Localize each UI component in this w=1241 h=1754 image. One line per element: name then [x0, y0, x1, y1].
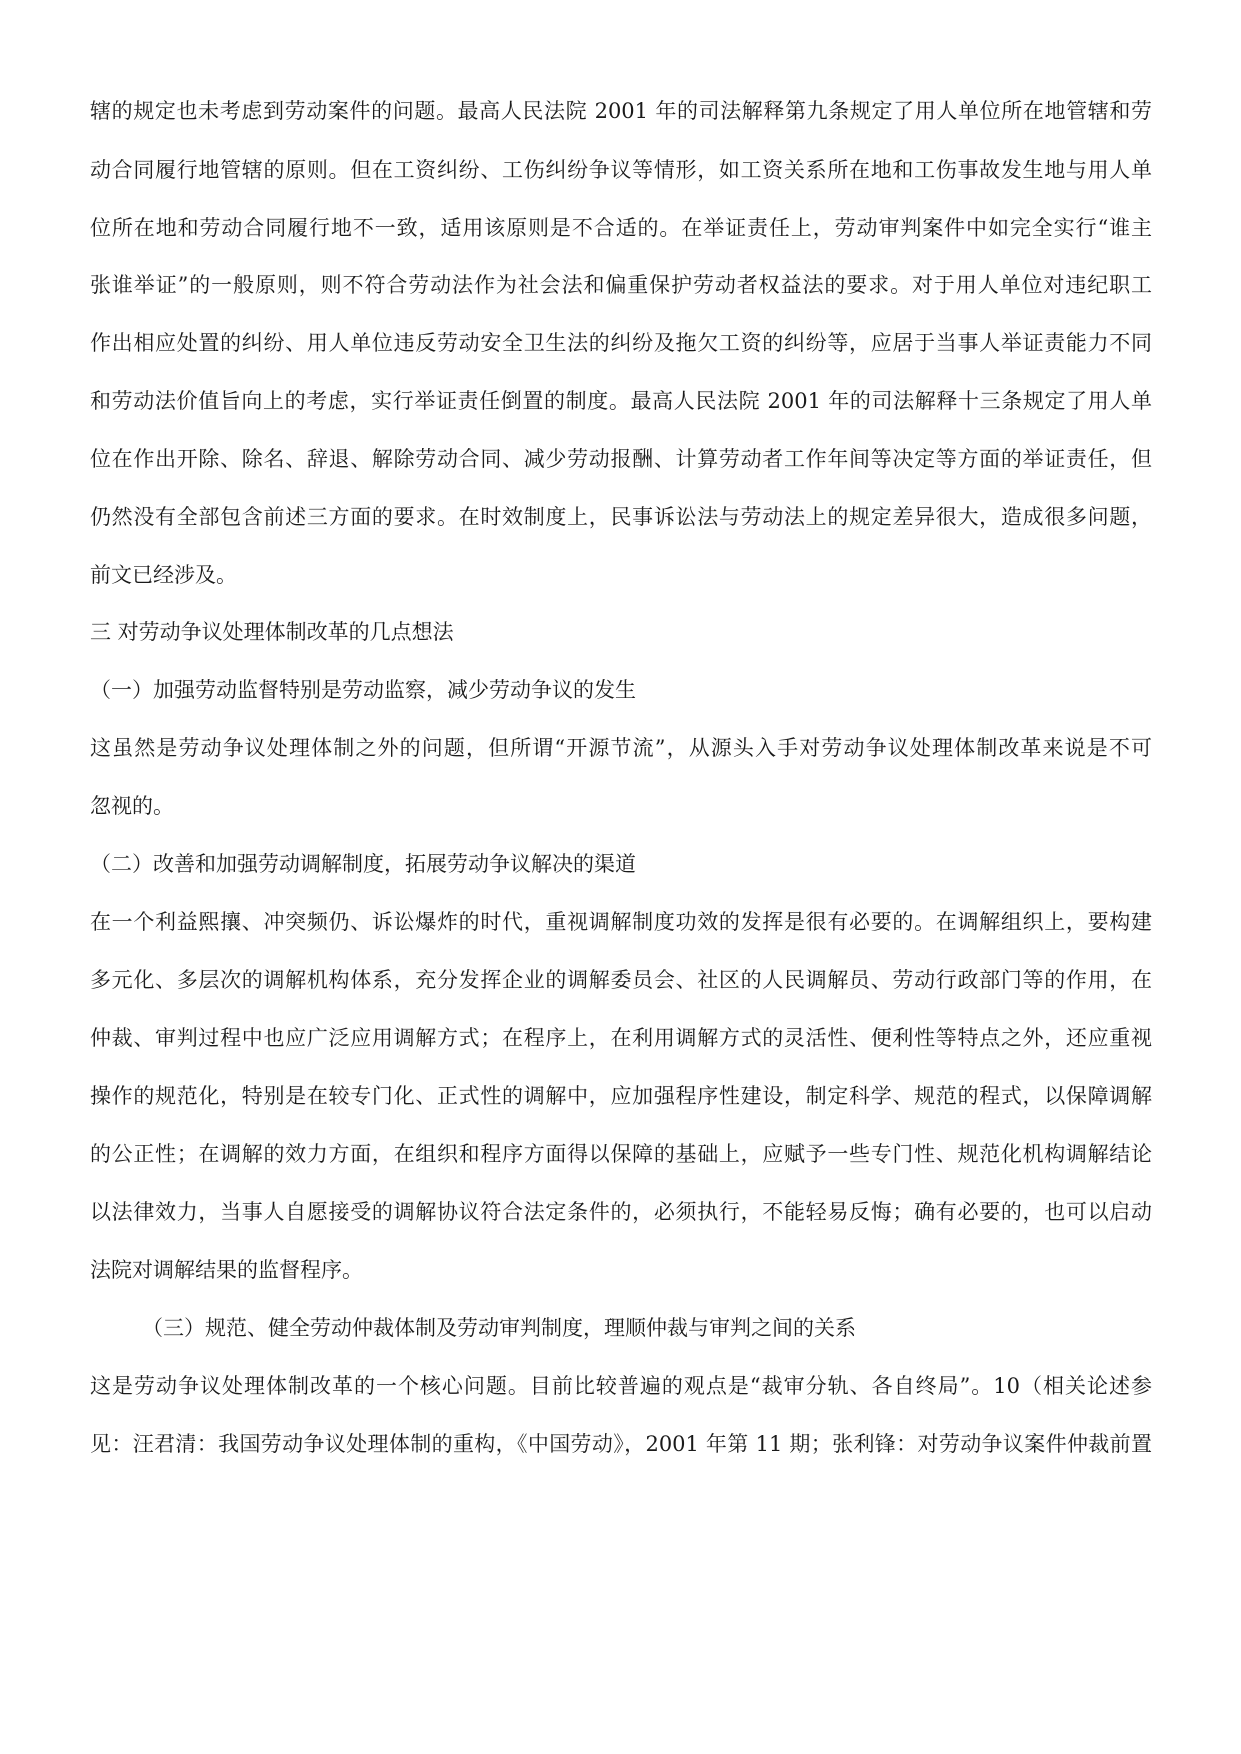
subsection-heading: （三）规范、健全劳动仲裁体制及劳动审判制度，理顺仲裁与审判之间的关系	[142, 1316, 856, 1340]
paragraph-line: 的公正性；在调解的效力方面，在组织和程序方面得以保障的基础上，应赋予一些专门性、规范化机构调解结论	[90, 1142, 1152, 1166]
paragraph-line: 前文已经涉及。	[90, 563, 237, 587]
paragraph-line: 位所在地和劳动合同履行地不一致，适用该原则是不合适的。在举证责任上，劳动审判案件中如完全实行“谁主	[90, 216, 1152, 240]
section-heading: 三 对劳动争议处理体制改革的几点想法	[90, 620, 454, 644]
paragraph-line: 这虽然是劳动争议处理体制之外的问题，但所谓“开源节流”，从源头入手对劳动争议处理体制改革来说是不可	[90, 736, 1152, 760]
subsection-heading: （二）改善和加强劳动调解制度，拓展劳动争议解决的渠道	[90, 852, 636, 876]
paragraph-line: 在一个利益熙攘、冲突频仍、诉讼爆炸的时代，重视调解制度功效的发挥是很有必要的。在调解组织上，要构建	[90, 910, 1152, 934]
paragraph-line: 仲裁、审判过程中也应广泛应用调解方式；在程序上，在利用调解方式的灵活性、便利性等特点之外，还应重视	[90, 1026, 1152, 1050]
paragraph-line: 这是劳动争议处理体制改革的一个核心问题。目前比较普遍的观点是“裁审分轨、各自终局”。10（相关论述参	[90, 1374, 1152, 1398]
paragraph-line: 忽视的。	[90, 794, 174, 818]
paragraph-line: 法院对调解结果的监督程序。	[90, 1258, 363, 1282]
paragraph-line: 以法律效力，当事人自愿接受的调解协议符合法定条件的，必须执行，不能轻易反悔；确有必要的，也可以启动	[90, 1200, 1152, 1224]
subsection-heading: （一）加强劳动监督特别是劳动监察，减少劳动争议的发生	[90, 678, 636, 702]
paragraph-line: 动合同履行地管辖的原则。但在工资纠纷、工伤纠纷争议等情形，如工资关系所在地和工伤事故发生地与用人单	[90, 158, 1152, 182]
paragraph-line: 辖的规定也未考虑到劳动案件的问题。最高人民法院 2001 年的司法解释第九条规定了用人单位所在地管辖和劳	[90, 99, 1152, 123]
paragraph-line: 位在作出开除、除名、辞退、解除劳动合同、减少劳动报酬、计算劳动者工作年间等决定等方面的举证责任，但	[90, 447, 1152, 471]
paragraph-line: 和劳动法价值旨向上的考虑，实行举证责任倒置的制度。最高人民法院 2001 年的司法解释十三条规定了用人单	[90, 389, 1152, 413]
paragraph-line: 见：汪君清：我国劳动争议处理体制的重构，《中国劳动》，2001 年第 11 期；张利锋：对劳动争议案件仲裁前置	[90, 1432, 1152, 1456]
paragraph-line: 操作的规范化，特别是在较专门化、正式性的调解中，应加强程序性建设，制定科学、规范的程式，以保障调解	[90, 1084, 1152, 1108]
paragraph-line: 仍然没有全部包含前述三方面的要求。在时效制度上，民事诉讼法与劳动法上的规定差异很大，造成很多问题，	[90, 505, 1152, 529]
paragraph-line: 多元化、多层次的调解机构体系，充分发挥企业的调解委员会、社区的人民调解员、劳动行政部门等的作用，在	[90, 968, 1152, 992]
paragraph-line: 作出相应处置的纠纷、用人单位违反劳动安全卫生法的纠纷及拖欠工资的纠纷等，应居于当事人举证责能力不同	[90, 331, 1152, 355]
paragraph-line: 张谁举证”的一般原则，则不符合劳动法作为社会法和偏重保护劳动者权益法的要求。对于用人单位对违纪职工	[90, 273, 1152, 297]
